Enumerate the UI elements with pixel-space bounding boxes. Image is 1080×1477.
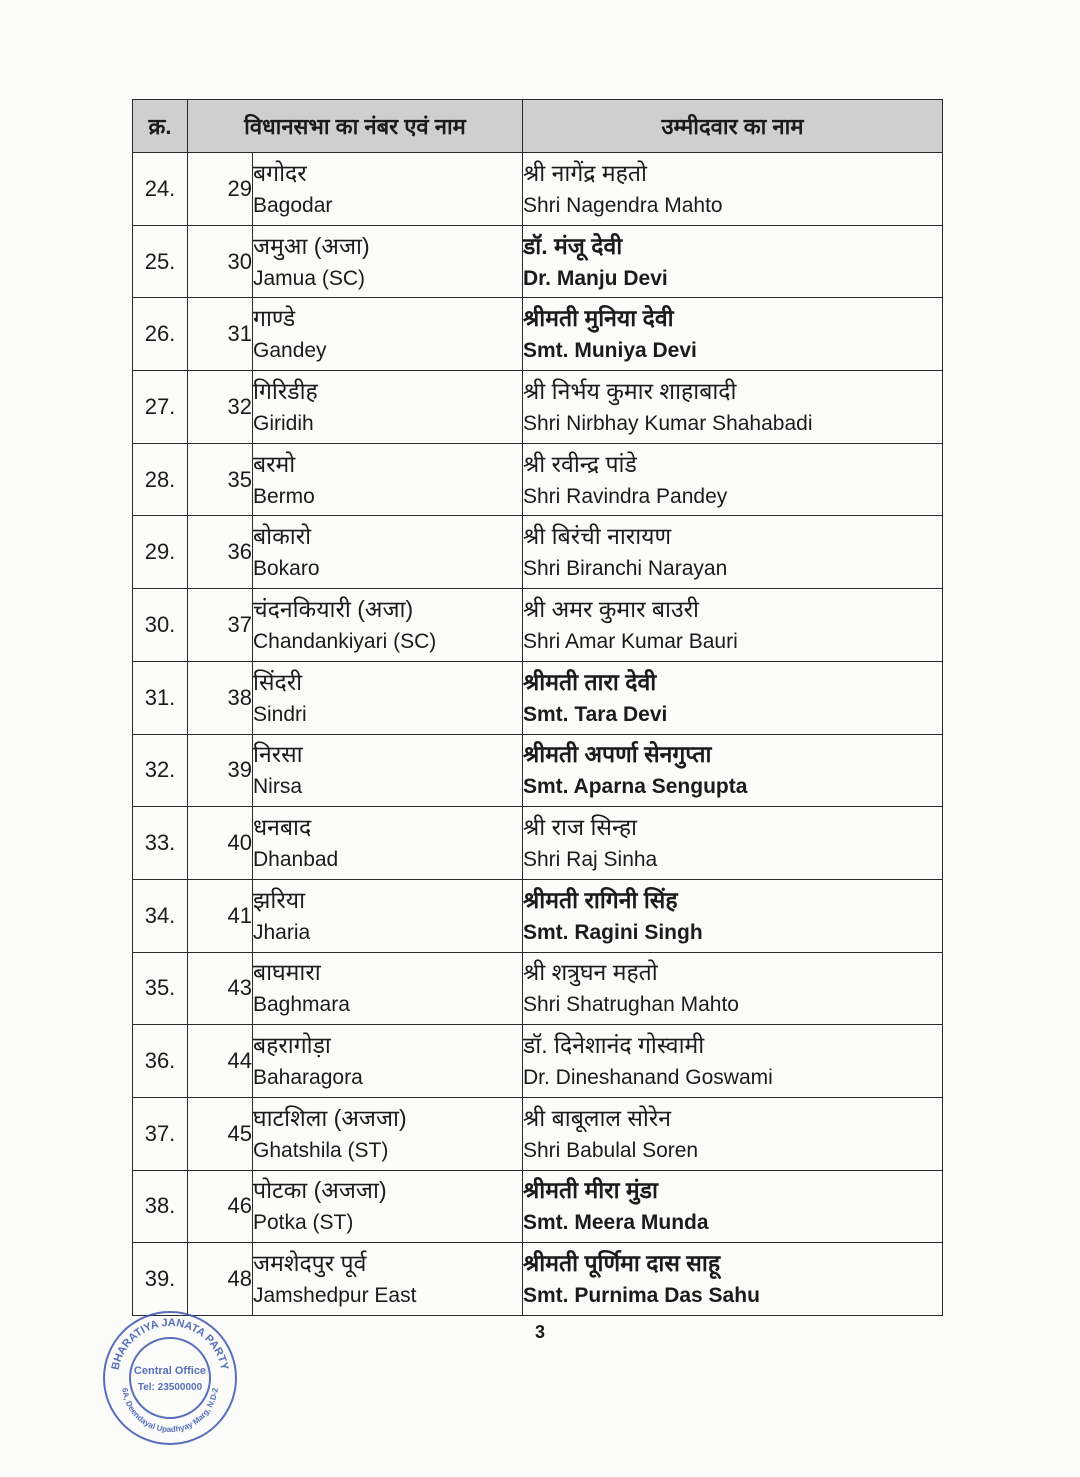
constituency-name-hindi: बगोदर: [253, 159, 307, 186]
constituency-name-hindi: सिंदरी: [253, 668, 303, 695]
constituency-name-hindi: चंदनकियारी (अजा): [253, 595, 414, 622]
table-row: [133, 371, 943, 444]
table-row: [133, 879, 943, 952]
serial-number: 24.: [133, 153, 188, 226]
table-row: [133, 1025, 943, 1098]
candidate-name-english: Shri Raj Sinha: [523, 848, 658, 872]
candidate-name-english: Dr. Manju Devi: [523, 266, 668, 290]
constituency-name: [253, 879, 523, 952]
candidate-name: [523, 952, 943, 1025]
candidate-name-english: Shri Amar Kumar Bauri: [523, 629, 738, 653]
constituency-name-english: Bermo: [253, 484, 315, 508]
table-row: [133, 1097, 943, 1170]
serial-number: 31.: [133, 661, 188, 734]
constituency-name-hindi: झरिया: [253, 886, 306, 913]
serial-number: 38.: [133, 1170, 188, 1243]
constituency-name-english: Potka (ST): [253, 1211, 354, 1235]
candidate-name: [523, 879, 943, 952]
candidate-name: [523, 443, 943, 516]
constituency-number: 40: [188, 807, 253, 880]
constituency-name-english: Ghatshila (ST): [253, 1138, 389, 1162]
candidate-name: [523, 516, 943, 589]
serial-number: 26.: [133, 298, 188, 371]
table-row: [133, 807, 943, 880]
candidate-name-english: Smt. Meera Munda: [523, 1211, 709, 1235]
constituency-number: 43: [188, 952, 253, 1025]
candidate-name: [523, 298, 943, 371]
constituency-name: [253, 589, 523, 662]
constituency-name-hindi: जमुआ (अजा): [253, 232, 370, 259]
constituency-name-hindi: जमशेदपुर पूर्व: [253, 1250, 367, 1277]
constituency-name: [253, 1243, 523, 1316]
constituency-name-english: Bagodar: [253, 193, 333, 217]
candidate-name-hindi: श्री नागेंद्र महतो: [523, 159, 647, 186]
constituency-name: [253, 661, 523, 734]
constituency-number: 36: [188, 516, 253, 589]
candidate-name-english: Shri Biranchi Narayan: [523, 557, 728, 581]
header-constituency: विधानसभा का नंबर एवं नाम: [188, 100, 523, 153]
candidate-name-english: Shri Babulal Soren: [523, 1138, 699, 1162]
constituency-number: 45: [188, 1097, 253, 1170]
constituency-number: 37: [188, 589, 253, 662]
constituency-name-english: Bokaro: [253, 557, 320, 581]
serial-number: 25.: [133, 225, 188, 298]
candidate-name-hindi: डॉ. मंजू देवी: [523, 232, 623, 259]
candidate-name-hindi: श्री अमर कुमार बाउरी: [523, 595, 699, 622]
candidate-name-hindi: श्री शत्रुघन महतो: [523, 959, 658, 986]
table-row: [133, 661, 943, 734]
constituency-name-hindi: गिरिडीह: [253, 377, 318, 404]
candidate-name-hindi: श्री बाबूलाल सोरेन: [523, 1104, 672, 1131]
constituency-name: [253, 371, 523, 444]
constituency-name: [253, 952, 523, 1025]
table-row: [133, 153, 943, 226]
candidate-name-hindi: डॉ. दिनेशानंद गोस्वामी: [523, 1032, 705, 1059]
constituency-number: 29: [188, 153, 253, 226]
constituency-name-english: Baghmara: [253, 993, 350, 1017]
candidate-name: [523, 807, 943, 880]
candidate-name-hindi: श्री राज सिन्हा: [523, 814, 638, 841]
seal-center-line1: Central Office: [133, 1365, 207, 1377]
candidate-name-english: Smt. Muniya Devi: [523, 339, 697, 363]
party-seal-stamp: [100, 1308, 240, 1448]
serial-number: 36.: [133, 1025, 188, 1098]
candidate-name-hindi: श्रीमती मुनिया देवी: [523, 305, 674, 332]
serial-number: 32.: [133, 734, 188, 807]
candidate-name-english: Dr. Dineshanand Goswami: [523, 1066, 773, 1090]
table-row: [133, 298, 943, 371]
constituency-name: [253, 1170, 523, 1243]
candidate-name: [523, 1097, 943, 1170]
seal-center-line2: Tel: 23500000: [137, 1382, 203, 1393]
candidate-name-english: Shri Ravindra Pandey: [523, 484, 728, 508]
candidate-name-english: Smt. Tara Devi: [523, 702, 668, 726]
constituency-name-hindi: धनबाद: [253, 814, 312, 841]
constituency-number: 48: [188, 1243, 253, 1316]
candidate-name: [523, 225, 943, 298]
candidate-name-hindi: श्री रवीन्द्र पांडे: [523, 450, 637, 477]
constituency-name-english: Dhanbad: [253, 848, 339, 872]
constituency-name-english: Gandey: [253, 339, 327, 363]
constituency-name-english: Jharia: [253, 920, 311, 944]
candidate-name: [523, 1170, 943, 1243]
constituency-name-hindi: बाघमारा: [253, 959, 321, 986]
serial-number: 35.: [133, 952, 188, 1025]
candidate-name: [523, 153, 943, 226]
serial-number: 39.: [133, 1243, 188, 1316]
constituency-name-english: Chandankiyari (SC): [253, 629, 437, 653]
constituency-name-english: Giridih: [253, 411, 314, 435]
table-row: [133, 1170, 943, 1243]
candidate-name-english: Shri Shatrughan Mahto: [523, 993, 739, 1017]
table-row: [133, 1243, 943, 1316]
table-row: [133, 516, 943, 589]
candidate-name: [523, 1243, 943, 1316]
constituency-name-english: Nirsa: [253, 775, 303, 799]
page-number: 3: [534, 1322, 545, 1342]
candidate-name-hindi: श्रीमती रागिनी सिंह: [523, 886, 678, 913]
constituency-name: [253, 225, 523, 298]
candidate-name-english: Smt. Aparna Sengupta: [523, 775, 748, 799]
table-row: [133, 443, 943, 516]
constituency-name: [253, 298, 523, 371]
constituency-name: [253, 1097, 523, 1170]
serial-number: 30.: [133, 589, 188, 662]
serial-number: 34.: [133, 879, 188, 952]
table-row: [133, 734, 943, 807]
candidate-name-hindi: श्रीमती मीरा मुंडा: [523, 1177, 658, 1204]
candidate-name: [523, 661, 943, 734]
candidate-name-hindi: श्री निर्भय कुमार शाहाबादी: [523, 377, 737, 404]
constituency-name-hindi: निरसा: [253, 741, 303, 768]
constituency-name: [253, 153, 523, 226]
constituency-name: [253, 807, 523, 880]
candidate-name: [523, 734, 943, 807]
constituency-number: 32: [188, 371, 253, 444]
candidate-name-hindi: श्रीमती अपर्णा सेनगुप्ता: [523, 741, 712, 768]
serial-number: 37.: [133, 1097, 188, 1170]
candidate-name-hindi: श्रीमती तारा देवी: [523, 668, 657, 695]
constituency-name-hindi: गाण्डे: [253, 305, 296, 332]
constituency-name-hindi: बोकारो: [253, 523, 312, 550]
constituency-number: 30: [188, 225, 253, 298]
header-serial: क्र.: [133, 100, 188, 153]
constituency-number: 38: [188, 661, 253, 734]
candidate-name-english: Smt. Ragini Singh: [523, 920, 703, 944]
table-body: [133, 153, 943, 1316]
constituency-name-english: Sindri: [253, 702, 307, 726]
candidate-name: [523, 589, 943, 662]
table-row: [133, 225, 943, 298]
candidate-table: [132, 99, 943, 1316]
constituency-name-hindi: पोटका (अजजा): [253, 1177, 387, 1204]
constituency-number: 44: [188, 1025, 253, 1098]
constituency-name-hindi: बरमो: [253, 450, 296, 477]
constituency-number: 35: [188, 443, 253, 516]
constituency-number: 31: [188, 298, 253, 371]
serial-number: 33.: [133, 807, 188, 880]
candidate-name-hindi: श्रीमती पूर्णिमा दास साहू: [523, 1250, 721, 1277]
table-row: [133, 952, 943, 1025]
table-row: [133, 589, 943, 662]
candidate-name-english: Shri Nirbhay Kumar Shahabadi: [523, 411, 813, 435]
candidate-name: [523, 371, 943, 444]
constituency-name-english: Jamua (SC): [253, 266, 366, 290]
serial-number: 29.: [133, 516, 188, 589]
candidate-name-english: Shri Nagendra Mahto: [523, 193, 723, 217]
candidate-name-hindi: श्री बिरंची नारायण: [523, 523, 672, 550]
seal-text-top: BHARATIYA JANATA PARTY: [109, 1316, 231, 1372]
constituency-number: 41: [188, 879, 253, 952]
seal-text-bottom: 6A, Deendayal Upadhyay Marg, N.D-2: [120, 1387, 220, 1435]
constituency-name: [253, 443, 523, 516]
constituency-name: [253, 1025, 523, 1098]
table-header: [133, 100, 943, 153]
constituency-name-hindi: घाटशिला (अजजा): [253, 1104, 407, 1131]
candidate-name-english: Smt. Purnima Das Sahu: [523, 1284, 760, 1308]
serial-number: 28.: [133, 443, 188, 516]
constituency-name-english: Jamshedpur East: [253, 1284, 417, 1308]
serial-number: 27.: [133, 371, 188, 444]
header-candidate: उम्मीदवार का नाम: [523, 100, 943, 153]
candidate-name: [523, 1025, 943, 1098]
constituency-name-hindi: बहरागोड़ा: [253, 1032, 331, 1059]
constituency-name: [253, 734, 523, 807]
constituency-name: [253, 516, 523, 589]
constituency-number: 39: [188, 734, 253, 807]
constituency-name-english: Baharagora: [253, 1066, 363, 1090]
constituency-number: 46: [188, 1170, 253, 1243]
